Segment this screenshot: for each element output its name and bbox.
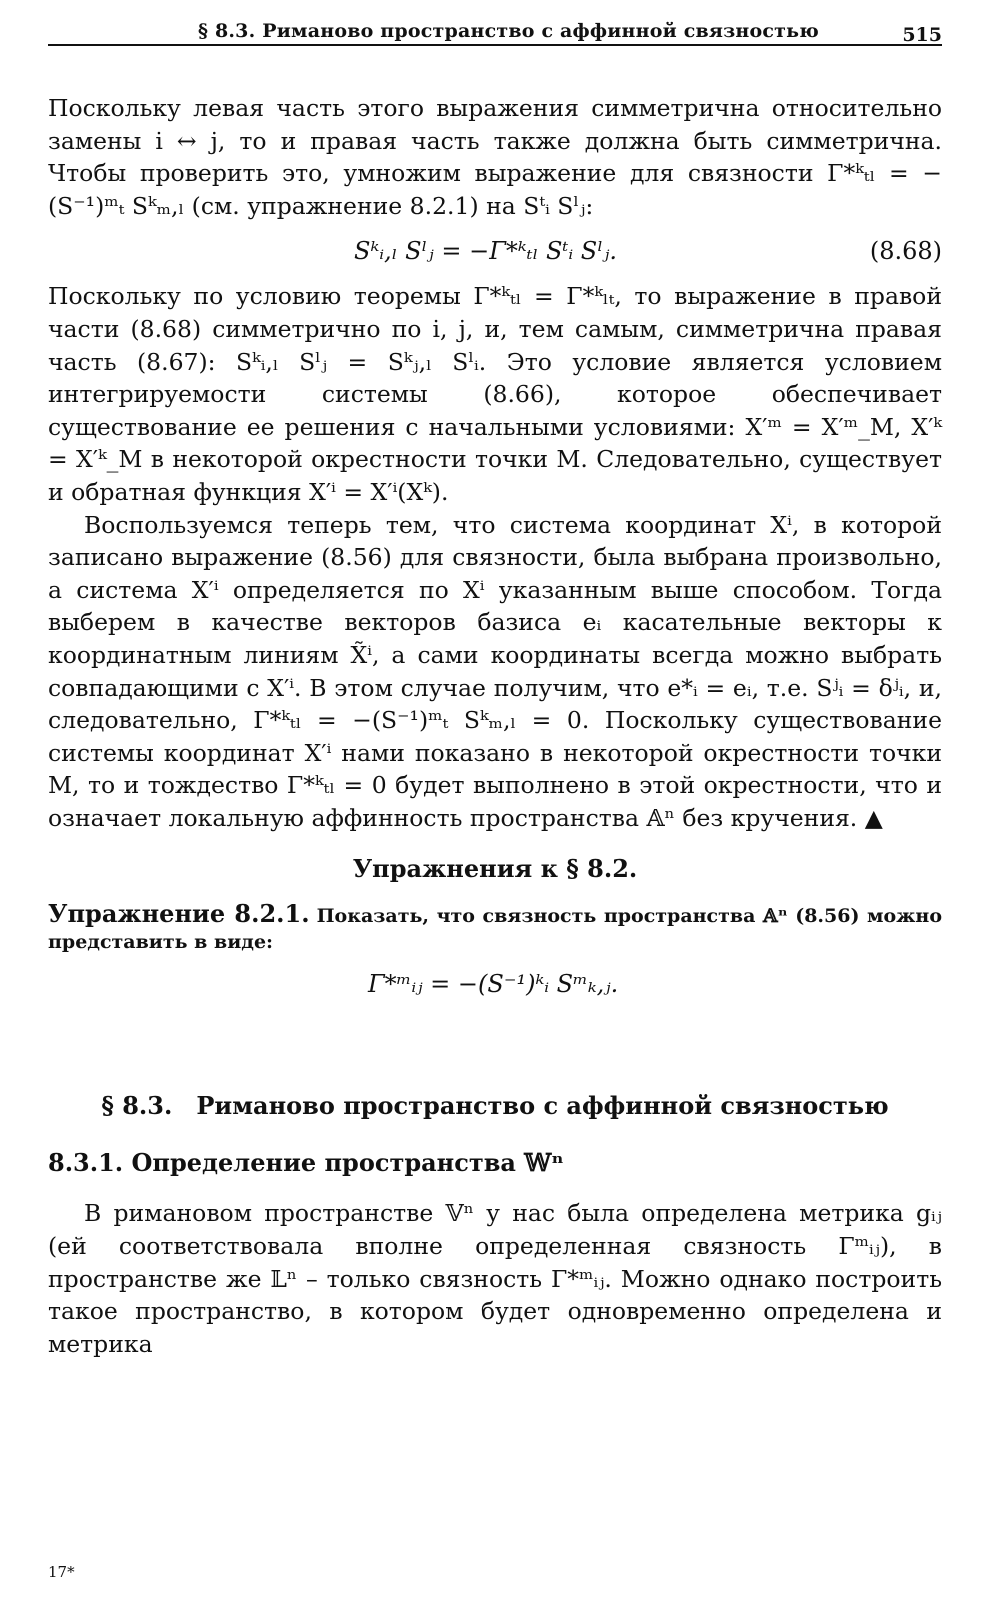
equation-8-68-number: (8.68) bbox=[869, 237, 942, 266]
paragraph-4: В римановом пространстве 𝕍ⁿ у нас была определена метрика gᵢⱼ (ей соответствовала вполне определенная связность Γᵐᵢⱼ), в пространстве же 𝕃ⁿ – только связность Γ*ᵐᵢⱼ. Можно однако построить такое пространство, в котором будет одновременно определена и метрика bbox=[48, 1199, 942, 1358]
exercise-text: Показать, что связность пространства 𝔸ⁿ (8.56) можно представить в виде: bbox=[48, 905, 942, 954]
equation-8-68-body: Sᵏᵢ,ₗ Sˡⱼ = −Γ*ᵏₜₗ Sᵗᵢ Sˡⱼ. bbox=[354, 237, 618, 266]
running-header bbox=[48, 14, 942, 46]
exercises-heading: Упражнения к § 8.2. bbox=[352, 854, 638, 884]
exercise-formula-body: Γ*ᵐᵢⱼ = −(S⁻¹)ᵏᵢ Sᵐₖ,ⱼ. bbox=[368, 970, 619, 999]
section-title: Риманово пространство с аффинной связностью bbox=[196, 1091, 889, 1121]
page-number: 515 bbox=[902, 24, 942, 46]
signature-mark: 17* bbox=[48, 1563, 75, 1581]
subsection-heading: 8.3.1. Определение пространства 𝕎ⁿ bbox=[48, 1148, 564, 1178]
section-number: § 8.3. bbox=[101, 1091, 173, 1121]
section-heading bbox=[48, 1091, 942, 1120]
exercise-label: Упражнение 8.2.1. bbox=[48, 899, 310, 929]
paragraph-2: Поскольку по условию теоремы Γ*ᵏₜₗ = Γ*ᵏₗₜ, то выражение в правой части (8.68) симметрично по i, j, и, тем самым, симметрична правая часть (8.67): Sᵏᵢ,ₗ Sˡⱼ = Sᵏⱼ,ₗ Sˡᵢ. Это условие является условием интегрируемости системы (8.66), которое обеспечивает существование ее решения с начальными условиями: X′ᵐ = X′ᵐ_M, X′ᵏ = X′ᵏ_M в некоторой окрестности точки M. Следовательно, существует и обратная функция X′ⁱ = X′ⁱ(Xᵏ). bbox=[48, 282, 942, 506]
exercise-formula bbox=[48, 955, 942, 1013]
paragraph-3: Воспользуемся теперь тем, что система координат Xⁱ, в которой записано выражение (8.56) для связности, была выбрана произвольно, а система X′ⁱ определяется по Xⁱ указанным выше способом. Тогда выберем в качестве векторов базиса eᵢ касательные векторы к координатным линиям X̃ⁱ, а сами координаты всегда можно выбрать совпадающими с X′ⁱ. В этом случае получим, что e*ᵢ = eᵢ, т.е. Sʲᵢ = δʲᵢ, и, следовательно, Γ*ᵏₜₗ = −(S⁻¹)ᵐₜ Sᵏₘ,ₗ = 0. Поскольку существование системы координат X′ⁱ нами показано в некоторой окрестности точки M, то и тождество Γ*ᵏₜₗ = 0 будет выполнено в этой окрестности, что и означает локальную аффинность пространства 𝔸ⁿ без кручения. ▲ bbox=[48, 510, 942, 832]
exercise-8-2-1 bbox=[48, 901, 942, 955]
equation-8-68 bbox=[48, 222, 942, 280]
paragraph-1: Поскольку левая часть этого выражения симметрична относительно замены i ↔ j, то и правая часть также должна быть симметрична. Чтобы проверить это, умножим выражение для связности Γ*ᵏₜₗ = −(S⁻¹)ᵐₜ Sᵏₘ,ₗ (см. упражнение 8.2.1) на Sᵗᵢ Sˡⱼ: bbox=[48, 94, 942, 220]
page bbox=[48, 14, 942, 1360]
running-title: § 8.3. Риманово пространство с аффинной связностью bbox=[198, 20, 819, 42]
